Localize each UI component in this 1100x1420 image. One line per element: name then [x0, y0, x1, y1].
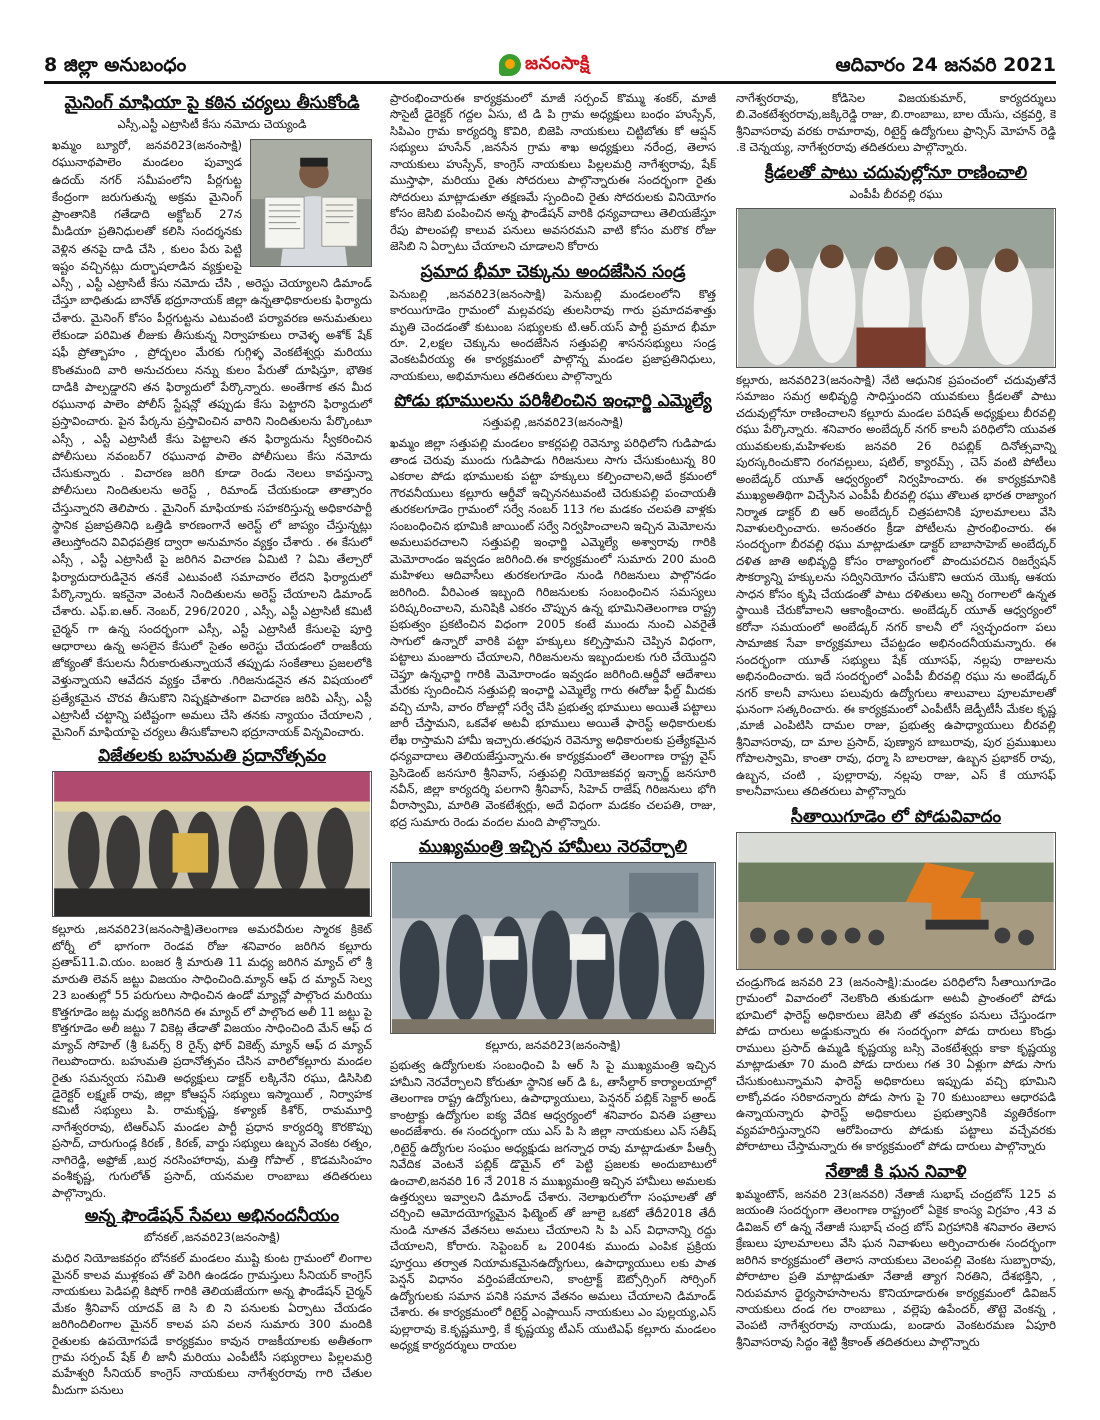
article-cricket: [52, 745, 372, 1201]
article-photo: [736, 832, 1056, 970]
article-continuation: ప్రారంభించారుఈ కార్యక్రమంలో మాజీ సర్పంచ్ కొమ్ము శంకర్, మాజీ సొసైటీ డైరెక్టర్ గద్దల ఏసు, టి డి పి గ్రామ అధ్యక్షులు బంధం హుస్సేన్, సిపిఎం గ్రామ కార్యదర్శి కొవిరి, బిజెపి నాయకులు చిట్టిబోతు కో ఆప్షన్ సభ్యులు హుసేన్ ,జనసేన గ్రామ శాఖ అధ్యక్షులు నరేంద్ర, తెలాస నాయకులు హుస్సేన్, కాంగ్రెస్ నాయకులు పిల్లలమర్రి నాగేశ్వరావు, షేక్ ముస్తాఫా, మరియు రైతు సోదరులు పాల్గొన్నారుఈ సందర్భంగా రైతు సోదరులు మాట్లాడుతూ తక్షణమే స్పందించి రైతు సోదరులకు వినియోగం కోసం జెసిబి పంపించిన అన్న ఫౌండేషన్ వారికి ధన్యవాదాలు తెలియజేస్తూ రేపు పొలంపల్లి కాలువ పనులు అవసరమని వాటి కోసం మరొక రోజు జెసిబి ని ఏర్పాటు చేయాలని చూడాలని కోరారు: [390, 91, 716, 254]
article-sports-education: [736, 162, 1056, 800]
article-headline: విజేతలకు బహుమతి ప్రదానోత్సవం: [98, 746, 326, 767]
logo-text: జనంసాక్షి: [525, 52, 590, 74]
prize-distribution-image: [53, 772, 371, 916]
felicitation-image: [737, 209, 1055, 367]
article-body: చండ్రుగొండ జనవరి 23 (జనంసాక్షి):మండల పరిధిలోని సీతాయిగూడెం గ్రామంలో వివాదంలో నెలకొంది తుకుడుగా అటవీ ప్రాంతంలో పోడు భూమిలో ఫారెస్ట్ అధికారులు జెసిబి తో తవ్వకం పనులు చేస్తుండగా పోడు దారులు అడ్డుకున్నారు ఈ సందర్భంగా పోడు దారులు కొండ్రు రాములు ప్రసాద్ ఉమ్మడి కృష్ణయ్య బస్సి వెంకటేశ్వర్లు కాకా కృష్ణయ్య మాట్లాడుతూ 70 మంది పోడు దారులు గత 30 ఏళ్లుగా పోడు సాగు చేసుకుంటున్నామని ఫారెస్ట్ అధికారులు ఇప్పుడు వచ్చి భూమిని లాక్కోవడం సరికాదన్నారు పోడు సాగు పై 70 కుటుంబాలు ఆధారపడి ఉన్నాయన్నారు ఫారెస్ట్ అధికారులు ప్రభుత్వానికి వ్యతిరేకంగా వ్యవహరిస్తున్నారని ఆరోపించారు పోడుకు పట్టాలు వచ్చేవరకు పోరాటాలు చేస్తామన్నారు ఈ కార్యక్రమంలో పోడు దారులు పాల్గొన్నారు: [736, 974, 1056, 1154]
article-headline: క్రీడలతో పాటు చదువుల్లోనూ రాణించాలి: [764, 162, 1028, 183]
article-mining: [52, 92, 372, 741]
article-cm-promises: [390, 836, 716, 1353]
article-body: ఖమ్మంటౌన్, జనవరి 23(జనవరి) నేతాజీ సుభాష్ చంద్రబోస్ 125 వ జయంతి సందర్భంగా తెలంగాణ రాష్ట్రంలో ఏకైక కాంస్య విగ్రహం ,43 వ డివిజన్ లో ఉన్న నేతాజీ సుభాష్ చంద్ర బోస్ విగ్రహానికి శనివారం తెలాస క్రేణులు పూలమాలలు వేసి ఘన నివాళులు అర్పించారుఈ సందర్భంగా జరిగిన కార్యక్రమంలో తెలాస నాయకులు వెలంపల్లి వెంకట సుబ్బారావు, పోరాటాల ప్రతి మాట్లాడుతూ నేతాజీ త్యాగ నిరతిని, దేశభక్తిని, , నిరుపమాన ధైర్యసాహసాలను కొనియాడారుఈ కార్యక్రమంలో డివిజన్ నాయకులు దండ గల రాంబాబు , వల్లెపు ఉపేందర్, తొట్టె వెంకన్న , వెంపటి నాగేశ్వరరావు నాయుడు, బండారు వెంకటరమణ ఏపూరి శ్రీనివాసరావు సిద్దం శెట్టి శ్రీకాంత్ తదితరులు పాల్గొన్నారు: [736, 1186, 1056, 1349]
article-body: పెనుబల్లి ,జనవరి23(జనంసాక్షి) పెనుబల్లి మండలంలోని కొత్త కారయిగూడెం గ్రామంలో మల్లవరపు తులసిరావు గారు ప్రమాదవశాత్తు మృతి చెందడంతో కుటుంబ సభ్యులకు టి.ఆర్.యస్ పార్టీ ప్రమాద భీమా రూ. 2,లక్షల చెక్కును అందజేసిన సత్తుపల్లి శాసనసభ్యులు సండ్ర వెంకటవీరయ్య ఈ కార్యక్రమంలో పాల్గొన్న మండల ప్రజాప్రతినిధులు, నాయకులు, అభిమానులు తదితరులు పాల్గొన్నారు: [390, 286, 716, 383]
article-body: మధిర నియోజకవర్గం బోనకల్ మండలం ముష్టి కుంట గ్రామంలో లింగాల మైనర్ కాలవ ముళ్లకంప తో పెరిగి ఉండడం గ్రామస్తులు సీనియర్ కాంగ్రెస్ నాయకులు పెడిపల్లి కిషోర్ గారికి తెలియజేయగా అన్న ఫౌండేషన్ చైర్మన్ మేకం శ్రీనివాస్ యాదవ్ జె సి బి ని పనులకు ఏర్పాటు చేయడం జరిగిందిలింగాల మైనర్ కాలవ పని వలన సుమారు 300 మందికి రైతులకు ఉపయోగపడే కార్యక్రమం కావున రాజకీయాలకు అతీతంగా గ్రామ సర్పంచ్ షేక్ లీ జానీ మరియు ఎంపీటీసీ సభ్యురాలు పిల్లలమర్రి మహేశ్వరి సీనియర్ కాంగ్రెస్ నాయకులు నాగేశ్వరరావు గారి చేతుల మీదుగా పనులు: [52, 1251, 372, 1397]
column-3: [736, 90, 1056, 1350]
article-headline: మైనింగ్ మాఫియా పై కఠిన చర్యలు తీసుకోండి: [64, 93, 360, 113]
page-number-section: 8 జిల్లా అనుబంధం: [44, 54, 187, 76]
logo-icon: [499, 54, 521, 76]
article-headline: సీతాయిగూడెం లో పోడువివాదం: [790, 806, 1002, 827]
article-dateline: బోనకల్ ,జనవరి23(జనంసాక్షి): [143, 1230, 281, 1245]
article-subheadline: ఎస్సీ,ఎస్టీ ఎట్రాసిటీ కేసు నమోదు చెయ్యండి: [117, 117, 307, 132]
column-1: [52, 90, 372, 1398]
article-photo: [250, 139, 372, 267]
article-headline: నేతాజీ కి ఘన నివాళి: [825, 1161, 967, 1182]
article-photo: [736, 208, 1056, 368]
article-dateline: సత్తుపల్లి ,జనవరి23(జనంసాక్షి): [482, 415, 624, 430]
article-insurance-cheque: [390, 261, 716, 385]
article-body: కల్లూరు, జనవరి23(జనంసాక్షి) నేటి ఆధునిక ప్రపంచంలో చదువుతోనే సమాజం సమగ్ర అభివృద్ధి సాధిస్తుందని యువకులు క్రీడలతో పాటు చదువుల్లోనూ రాణించాలని కల్లూరు మండల పరిషత్ అధ్యక్షులు బీరవల్లి రఘు పేర్కొన్నారు. శనివారం అంబేద్కర్ నగర్ కాలనీ పరిధిలోని యువత యువకులకు,మహిళలకు జనవరి 26 రిపబ్లిక్ దినోత్సవాన్ని పురస్కరించుకొని రంగవల్లులు, షటిల్, క్యారమ్స్ , చెస్ వంటి పోటీలు అంబేడ్కర్ యూత్ ఆధ్వర్యంలో నిర్వహించారు. ఈ కార్యక్రమానికి ముఖ్యఅతిథిగా విచ్చేసిన ఎంపీపీ బీరవల్లి రఘు తొలుత భారత రాజ్యాంగ నిర్మాత డాక్టర్ బి ఆర్ అంబేద్కర్ చిత్రపటానికి పూలమాలలు వేసి నివాళులర్పించారు. అనంతరం క్రీడా పోటీలను ప్రారంభించారు. ఈ సందర్భంగా బీరవల్లి రఘు మాట్లాడుతూ డాక్టర్ బాబాసాహెబ్ అంబేద్కర్ దళిత జాతి అభివృద్ధి కోసం రాజ్యాంగంలో పొందుపరచిన రిజర్వేషన్ సౌకర్యాన్ని హక్కులను సద్వినియోగం చేసుకొని ఆయన యొక్క ఆశయ సాధన కోసం కృషి చేయడంతో పాటు దళితులు అన్ని రంగాలలో ఉన్నత స్థాయికి చేరుకోవాలని ఆకాంక్షించారు. అంబేడ్కర్ యూత్ ఆధ్వర్యంలో కరోనా సమయంలో అంబేడ్కర్ నగర్ కాలనీ లో స్వచ్ఛందంగా పలు సామాజిక సేవా కార్యక్రమాలు చేపట్టడం అభినందనీయమన్నారు. ఈ సందర్భంగా యూత్ సభ్యులు షేక్ యూసఫ్, నల్లపు రాజులను అభినందించారు. ఇదే సందర్భంలో ఎంపీపీ బీరవల్లి రఘు ను అంబేడ్కర్ నగర్ కాలనీ వాసులు పలువురు ఉద్యోగులు శాలువాలు పూలమాలతో ఘనంగా సత్కరించారు. ఈ కార్యక్రమంలో ఎంపీటీసీ జెడ్పీటీసీ మేకల కృష్ణ ,మాజీ ఎంపిటిసి దామల రాజు, ప్రభుత్వ ఉపాధ్యాయులు బీరవల్లి శ్రీనివాసరావు, దా మాల ప్రసాద్, పుణ్యాన బాబురావు, పుర ప్రముఖులు గోపాలస్వామి, కాంతా రావు, ధర్మా సి బాలరాజు, ఉబ్బన ప్రభాకర్ రావు, ఉబ్బన, చంటి , పుల్లారావు, నల్లపు రాజు, ఎస్ కే యూసఫ్ కాలనీవాసులు తదితరులు పాల్గొన్నారు: [736, 372, 1056, 799]
article-continuation: నాగేశ్వరరావు, కోడిసెల విజయకుమార్, కార్యదర్శులు బి.వెంకటేశ్వరరావు,జక్కిరెడ్డి రాజు, బి.రాంబాబు, బాల యేసు, చక్రవర్తి, కె శ్రీనివాసరావు వరకు రామారావు, రిటైర్డ్ ఉద్యోగులు ఫ్రాన్సిస్ మోహన్ రెడ్డి .కె చెన్నయ్య, నాగేశ్వరరావు తదితరులు పాల్గొన్నారు.: [736, 91, 1056, 155]
article-headline: ముఖ్యమంత్రి ఇచ్చిన హామీలు నెరవేర్చాలి: [418, 837, 688, 858]
article-photo: [390, 862, 716, 1034]
article-headline: పోడు భూములను పరిశీలించిన ఇంఛార్జి ఎమ్మెల్యే: [394, 391, 712, 412]
article-foundation: [52, 1205, 372, 1398]
issue-date: ఆదివారం 24 జనవరి 2021: [835, 54, 1056, 76]
article-subheadline: ఎంపీపీ బీరవల్లి రఘు: [849, 186, 943, 201]
article-netaji: [736, 1161, 1056, 1351]
article-podu-dispute: [736, 806, 1056, 1155]
article-podu-lands: [390, 390, 716, 830]
photo-caption: కల్లూరు, జనవరి23(జనంసాక్షి): [485, 1038, 621, 1053]
article-photo: [52, 771, 372, 917]
article-headline: అన్న ఫౌండేషన్ సేవలు అభినందనీయం: [84, 1206, 340, 1227]
page-header: [44, 50, 1056, 84]
newspaper-logo: [499, 50, 590, 80]
man-holding-document-image: [251, 140, 371, 266]
employees-protest-image: [391, 863, 715, 1033]
article-body: ఖమ్మం జిల్లా సత్తుపల్లి మండలం కాకర్లపల్లి రెవెన్యూ పరిధిలోని గుడిపాడు తాండ చెరువు ముందు గుడిపాడు గిరిజనులు సాగు చేసుకుంటున్న 80 ఎకరాల పోడు భూములకు పట్టా హక్కులు కల్పించాలని,అదే క్రమంలో గౌరవనీయులు కల్లూరు ఆర్డీవో ఇచ్చిననటువంటి చెరుకుపల్లి పంచాయతీ తురకలగూడెం గ్రామంలో సర్వే నంబర్ 113 గల మడకం చలపతి వాళ్లకు సంబంధించిన భూమికి జాయింట్ సర్వే నిర్వహించాలని ఇచ్చిన మెమోలను అమలుపరచాలని సత్తుపల్లి ఇంఛార్జి ఎమ్మెల్యే అశ్వారావు గారికి మెమోరాండం ఇవ్వడం జరిగింది.ఈ కార్యక్రమంలో సుమారు 200 మంది మహిళలు ఆదివాసీలు తురకలగూడెం నుండి గిరిజనులు పాల్గొనడం జరిగింది. వీరిఎంత ఇబ్బంది గిరిజనులకు సంబంధించిన సమస్యలు పరిష్కరించాలని, మనిషికి ఎకరం చొప్పున ఉన్న భూమినితెలంగాణ రాష్ట్ర ప్రభుత్వం ప్రకటించిన విధంగా 2005 కంటే ముందు నుంచి ఎవరైతే సాగులో ఉన్నారో వారికి పట్టా హక్కులు కల్పిస్తామని చెప్పిన విధంగా, పట్టాలు మంజూరు చేయాలని, గిరిజనులను ఇబ్బందులకు గురి చేయొద్దని చెప్తూ ఉన్నఛార్జి గారికి మెమోరాండం ఇవ్వడం జరిగింది.ఆర్డీవో ఆదేశాలు మేరకు స్పందించిన సత్తుపల్లి ఇంఛార్జి ఎమ్మెల్యే గారు ఈరోజు ఫీల్డ్ మీదకు వచ్చి చూసి, వారం రోజుల్లో సర్వే చేసి ప్రభుత్వ భూములు అయితే పట్టాలు జారీ చేస్తామని, ఒకవేళ అటవీ భూములు అయితే ఫారెస్ట్ అధికారులకు లేఖ రాస్తామని హామీ ఇచ్చారు.తరఫున రెవెన్యూ అధికారులకు ప్రత్యేకమైన ధన్యవాదాలు తెలియజేస్తున్నాను.ఈ కార్యక్రమంలో తెలంగాణ రాష్ట్ర వైస్ ప్రెసిడెంట్ జనసూరి శ్రీనివాస్, సత్తుపల్లి నియోజకవర్గ ఇన్చార్జ్ జనసూరి నవీన్, జిల్లా కార్యదర్శి పలగాని శ్రీనివాస్, సిహెచ్ రాజేష్ గిరిజనులు భోగి వీరాస్వామి, మారితి వెంకటేశ్వర్లు, అదే విధంగా మడకం చలపతి, రాజు, భద్ర సుమారు రెండు వందల మంది పాల్గొన్నారు.: [390, 436, 716, 829]
article-body: కల్లూరు ,జనవరి23(జనంసాక్షి)తెలంగాణ అమరవీరుల స్మారక క్రికెట్ టోర్నీ లో భాగంగా రెండవ రోజు శనివారం జరిగిన కల్లూరు ప్రతాప్11.వి.యం. బంజర శ్రీ మారుతి 11 మధ్య జరిగిన మ్యాచ్ లో శ్రీ మారుతి లెవన్ జట్టు విజయం సాధించింది.మ్యాన్ ఆఫ్ ద మ్యాచ్ సెల్వ 23 బంతుల్లో 55 పరుగులు సాధించిన ఉండో మ్యాచ్లో పాల్గొంద మరియు కొత్తగూడెం జట్ల మధ్య జరిగినది ఈ మ్యాచ్ లో పాల్గొంద అలీ 11 జట్టు పై కొత్తగూడెం అలీ జట్టు 7 వికెట్ల తేడాతో విజయం సాధించింది మేన్ ఆఫ్ ద మ్యాచ్ సోహెల్ (శ్రీ ఓవర్స్ 8 రైన్స్ ఫోర్ వికెట్స్ మ్యాన్ ఆఫ్ ద మ్యాచ్ గెలుపొందారు. బహుమతి ప్రదానోత్సవం చేసిన వారిలోకల్లూరు మండల రైతు సమన్వయ సమితి అధ్యక్షులు డాక్టర్ లక్కినేని రఘు, డిసిసిబి డైరెక్టర్ లక్ష్మణ్ రావు, జిల్లా కోఆప్షన్ సభ్యులు ఇస్మాయిల్ , నిర్వాహక కమిటీ సభ్యులు పి. రామకృష్ణ, కళ్యాణ్ కిశోర్, రామమూర్తి నాగేశ్వరరావు, టిఆర్ఎస్ మండల పార్టీ ప్రధాన కార్యదర్శి కొరకొప్పు ప్రసాద్, చారుగుండ్ల కిరణ్ , కిరణ్, వార్డు సభ్యులు ఉబ్బన వెంకట రత్నం, నాగిరెడ్డి, అఫ్రోజ్ ,బుర్ర నరసింహారావు, మత్తి గోపాల్ , కొడమసింహం వంశీకృష్ణ, గుగులోత్ ప్రసాద్, యనమల రాంబాబు తదితరులు పాల్గొన్నారు.: [52, 922, 373, 1200]
excavator-field-image: [737, 833, 1055, 969]
column-2: [390, 90, 716, 1354]
article-headline: ప్రమాద భీమా చెక్కును అందజేసిన సండ్ర: [420, 261, 686, 282]
article-body: ఖమ్మం బ్యూరో, జనవరి23(జనంసాక్షి) రఘునాథపాలెం మండలం పువ్వాడ ఉదయ్ నగర్ సమీపంలోని పీర్లగుట్ట కేంద్రంగా జరుగుతున్న అక్రమ మైనింగ్ ప్రాంతానికి గతేడాది అక్టోబర్ 27న మీడియా ప్రతినిధులతో కలిసి సందర్శనకు వెళ్లిన తనపై దాడి చేసి , కులం పేరు పెట్టి ఇష్టం వచ్చినట్లు దుర్భాషలాడిన వ్యక్తులపై ఎస్సీ , ఎస్టీ ఎట్రాసిటీ కేసు నమోదు చేసి , అరెస్టు చెయ్యాలని డిమాండ్ చేస్తూ బాధితుడు బానోత్ భద్రూనాయక్ జిల్లా ఉన్నతాధికారులకు ఫిర్యాదు చేశారు. మైనింగ్ కోసం పీర్లగుట్టను ఎటువంటి పర్యావరణ అనుమతులు లేకుండా పరిమిత లీజుకు తీసుకున్న నిర్వాహకులు రావెళ్ళ అశోక్ షేక్ షఫీ ప్రోత్బాహం , ప్రోద్బలం మేరకు గుగ్గిళ్ళ వెంకటేశ్వర్లు మరియు కొంతమంది వారి అనుచరులు నన్ను కులం పేరుతో దూషిస్తూ, భౌతిక దాడికి పాల్పడ్డారని తన ఫిర్యాదులో పేర్కొన్నారు. అంతేగాక తన మీద రఘునాథ పాలెం పోలీస్ స్టేషన్లో తప్పుడు కేసు పెట్టారని ఫిర్యాదులో ప్రస్తావించారు. పైన పేర్కను ప్రస్తావించిన వారిని నిందితులను పేర్కొంటూ ఎస్సీ , ఎస్టీ ఎట్రాసిటీ కేసు పెట్టాలని తన ఫిర్యాదును స్వీకరించిన పోలీసులు నవంబర్7 రఘునాథ పాలెం పోలీసులు కేసు నమోదు చేసుకున్నారు . విచారణ జరిగి కూడా రెండు నెలలు కావస్తున్నా పోలీసులు నిందితులను అరెస్ట్ , రిమాండ్ చేయకుండా తాత్సారం చేస్తున్నారని తెలిపారు . మైనింగ్ మాఫియాకు సహకరిస్తున్న అధికారపార్టీ స్థానిక ప్రజాప్రతినిధి ఒత్తిడి కారణంగానే అరెస్ట్ లో జాప్యం చేస్తున్నట్లు తెలుస్తోందని వివిధపత్రిక ద్వారా అనుమానం వ్యక్తం చేశారు . ఈ కేసులో ఎస్సీ , ఎస్టీ ఎట్రాసిటీ పై జరిగిన విచారణ ఏమిటి ? ఏమి తేల్చారో ఫిర్యాదుదారుడినైన తనకే ఎటువంటి సమాచారం లేదని ఫిర్యాదులో పేర్కొన్నారు. ఇకనైనా వెంటనే నిందితులను అరెస్ట్ చేయాలని డిమాండ్ చేశారు. ఎఫ్.ఐ.ఆర్. నెంబర్, 296/2020 , ఎస్సీ, ఎస్టీ ఎట్రాసిటీ కమిటీ చైర్మన్ గా ఉన్న సందర్భంగా ఎస్సీ, ఎస్టీ ఎట్రాసిటీ కేసులపై పూర్తి ఆధారాలు ఉన్న అసలైన కేసులో సైతం అరెస్టు చేయడంలో రాజకీయ జోక్యంతో కేసులను నీరుకారుతున్నాయనే తప్పుడు సంకేతాలు ప్రజలలోకి వెళ్తున్నాయని ఆవేదన వ్యక్తం చేశారు .గిరిజనుడనైన తన విషయంలో ప్రత్యేకమైన చొరవ తీసుకొని నిష్పక్షపాతంగా విచారణ జరిపి ఎస్సీ, ఎస్టీ ఎట్రాసిటీ చట్టాన్ని పటిష్టంగా అమలు చేసి తనకు న్యాయం చేయాలని , మైనింగ్ మాఫియాపై చర్యలు తీసుకోవాలని భద్రూనాయక్ విన్నవించారు.: [52, 138, 372, 740]
article-body: ప్రభుత్వ ఉద్యోగులకు సంబంధించి పి ఆర్ సి పై ముఖ్యమంత్రి ఇచ్చిన హామీని నెరవేర్చాలని కోరుతూ స్థానిక ఆర్ డి ఓ, తాసీల్దార్ కార్యాలయాల్లో తెలంగాణ రాష్ట్ర ఉద్యోగులు, ఉపాధ్యాయులు, పెన్షనర్ పబ్లిక్ సెక్టార్ అండ్ కాంట్రాక్టు ఉద్యోగుల ఐక్య వేదిక ఆధ్వర్యంలో శనివారం వినతి పత్రాలు అందజేశారు. ఈ సందర్భంగా యు ఎస్ పి సి జిల్లా నాయకులు ఎస్ సతీష్ ,రిటైర్డ్ ఉద్యోగుల సంఘం అధ్యక్షుడు జగన్నాధ రావు మాట్లాడుతూ పీఆర్సీ నివేదిక వెంటనే పబ్లిక్ డొమైన్ లో పెట్టి ప్రజలకు అందుబాటులో ఉంచాలి,జనవరి 16 నే 2018 న ముఖ్యమంత్రి ఇచ్చిన హామీలు అమలకు ఉత్తర్వులు ఇవ్వాలని డిమాండ్ చేశారు. నెలాఖరులోగా సంఘాలతో తో చర్చించి ఆమోదయోగ్యమైన ఫిట్మెంట్ తో జూలై ఒకటో తేదీ2018 తేదీ నుండి నూతన వేతనలు అమలు చేయాలని సి పి ఎస్ విధానాన్ని రద్దు చేయాలని, కోరారు. సెప్టెంబర్ ఒ 2004కు ముందు ఎంపిక ప్రక్రియ పూర్తయి తర్వాత నియామకమైనఉద్యోగులు, ఉపాధ్యాయులు లకు పాత పెన్షన్ విధానం వర్తింపజేయాలని, కాంట్రాక్ట్ ఔట్సోర్సింగ్ సోర్సింగ్ ఉద్యోగులకు సమాన పనికి సమాన వేతనం అమలు చేయాలని డిమాండ్ చేశారు. ఈ కార్యక్రమంలో రిటైర్డ్ ఎంప్లాయిస్ నాయకులు ఎం పుల్లయ్య,ఎస్ పుల్లారావు కె.కృష్ణమూర్తి, కే కృష్ణయ్య టీఎస్ యుటిఎఫ్ కల్లూరు మండలం అధ్యక్ష కార్యదర్శులు రాయల: [390, 1058, 716, 1353]
